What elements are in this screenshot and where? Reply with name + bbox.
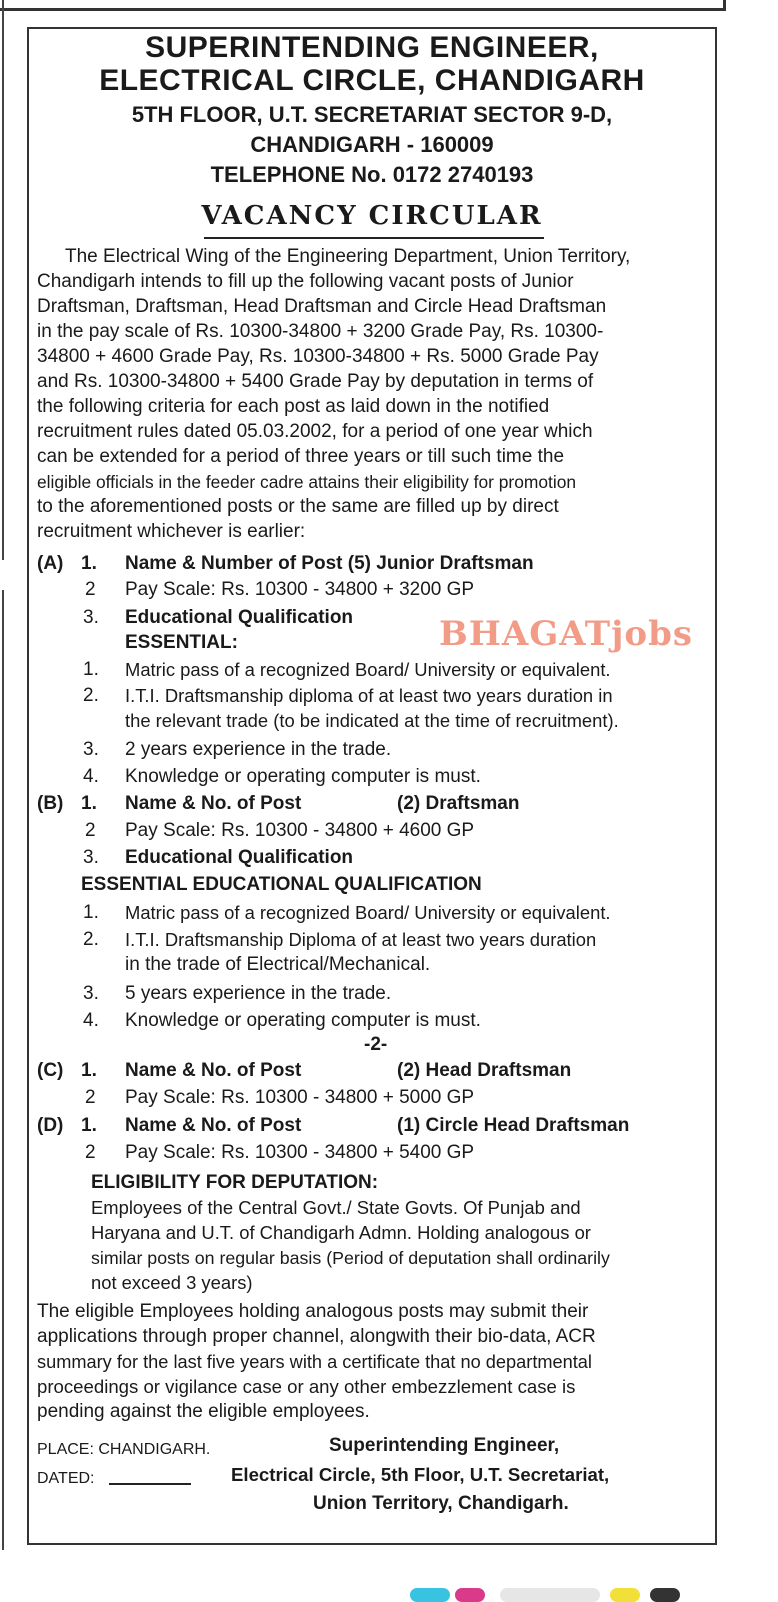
intro-line: 34800 + 4600 Grade Pay, Rs. 10300-34800 + Rs. 5000 Grade Pay: [37, 346, 599, 367]
dated-label: DATED:: [37, 1470, 95, 1487]
intro-line: in the pay scale of Rs. 10300-34800 + 3200 Grade Pay, Rs. 10300-: [37, 321, 604, 342]
qual-number: 4.: [83, 1010, 99, 1031]
item-number: 3.: [83, 847, 99, 868]
item-number: 2: [85, 579, 96, 600]
qual-text: in the trade of Electrical/Mechanical.: [125, 954, 431, 975]
post-name-label: Name & No. of Post: [125, 1115, 302, 1136]
dated-blank-line: [109, 1483, 191, 1485]
qual-text: 5 years experience in the trade.: [125, 983, 392, 1004]
post-c-pay: Pay Scale: Rs. 10300 - 34800 + 5000 GP: [125, 1087, 475, 1108]
intro-line: and Rs. 10300-34800 + 5400 Grade Pay by deputation in terms of: [37, 371, 594, 392]
page-marker: -2-: [364, 1034, 388, 1055]
office-title-line2: ELECTRICAL CIRCLE, CHANDIGARH: [99, 64, 645, 97]
closing-line: applications through proper channel, alongwith their bio-data, ACR: [37, 1326, 596, 1347]
qual-number: 2.: [83, 685, 99, 706]
signatory-office: Electrical Circle, 5th Floor, U.T. Secretariat,: [231, 1464, 610, 1485]
post-b-pay: Pay Scale: Rs. 10300 - 34800 + 4600 GP: [125, 820, 475, 841]
post-name-label: Name & No. of Post: [125, 1060, 302, 1081]
intro-line: recruitment whichever is earlier:: [37, 521, 306, 542]
qual-text: I.T.I. Draftsmanship diploma of at least two years duration in: [125, 685, 613, 706]
qual-text: Knowledge or operating computer is must.: [125, 766, 481, 787]
place: PLACE: CHANDIGARH.: [37, 1441, 211, 1458]
qual-number: 3.: [83, 983, 99, 1004]
closing-line: The eligible Employees holding analogous posts may submit their: [37, 1301, 589, 1322]
item-number: 1.: [81, 553, 97, 574]
left-column-rule-lower: [2, 590, 4, 1550]
notice-box: [27, 27, 717, 1545]
intro-line: recruitment rules dated 05.03.2002, for a period of one year which: [37, 421, 593, 442]
qual-text: 2 years experience in the trade.: [125, 739, 392, 760]
qual-text: Matric pass of a recognized Board/ University or equivalent.: [125, 659, 611, 680]
intro-line: to the aforementioned posts or the same are filled up by direct: [37, 496, 559, 517]
post-letter: (A): [37, 553, 64, 574]
left-column-rule: [2, 0, 4, 560]
post-a-name: Name & Number of Post (5) Junior Draftsman: [125, 553, 534, 574]
qual-number: 2.: [83, 929, 99, 950]
post-a-pay: Pay Scale: Rs. 10300 - 34800 + 3200 GP: [125, 579, 475, 600]
title-underline: [204, 237, 544, 239]
eligibility-line: Employees of the Central Govt./ State Govts. Of Punjab and: [91, 1197, 581, 1218]
post-c-name: (2) Head Draftsman: [397, 1060, 572, 1081]
item-number: 2: [85, 1142, 96, 1163]
post-letter: (D): [37, 1115, 64, 1136]
post-letter: (C): [37, 1060, 64, 1081]
address-line1: 5TH FLOOR, U.T. SECRETARIAT SECTOR 9-D,: [131, 102, 613, 127]
closing-line: pending against the eligible employees.: [37, 1401, 370, 1422]
qual-number: 1.: [83, 659, 99, 680]
intro-line: The Electrical Wing of the Engineering Department, Union Territory,: [65, 246, 631, 267]
post-letter: (B): [37, 793, 64, 814]
intro-line: can be extended for a period of three years or till such time the: [37, 446, 565, 467]
post-d-name: (1) Circle Head Draftsman: [397, 1115, 630, 1136]
address-line2: CHANDIGARH - 160009: [250, 132, 494, 157]
item-number: 2: [85, 820, 96, 841]
item-number: 3.: [83, 607, 99, 628]
circular-title: VACANCY CIRCULAR: [201, 201, 543, 231]
closing-line: summary for the last five years with a certificate that no departmental: [37, 1352, 592, 1372]
intro-line: the following criteria for each post as laid down in the notified: [37, 396, 550, 417]
intro-line: Draftsman, Draftsman, Head Draftsman and Circle Head Draftsman: [37, 296, 607, 317]
item-number: 1.: [81, 1115, 97, 1136]
qual-number: 3.: [83, 739, 99, 760]
post-name-label: Name & No. of Post: [125, 793, 302, 814]
qual-number: 4.: [83, 766, 99, 787]
telephone: TELEPHONE No. 0172 2740193: [210, 162, 534, 187]
post-a-edu: Educational Qualification: [125, 607, 354, 628]
item-number: 2: [85, 1087, 96, 1108]
qual-number: 1.: [83, 902, 99, 923]
office-title-line1: SUPERINTENDING ENGINEER,: [145, 31, 599, 64]
signatory-title: Superintending Engineer,: [329, 1435, 560, 1456]
intro-line: eligible officials in the feeder cadre attains their eligibility for promotion: [37, 472, 577, 492]
top-frame-border: [0, 0, 726, 11]
signatory-location: Union Territory, Chandigarh.: [313, 1493, 569, 1514]
qual-text: I.T.I. Draftsmanship Diploma of at least two years duration: [125, 929, 597, 950]
post-b-name: (2) Draftsman: [397, 793, 520, 814]
post-a-essential: ESSENTIAL:: [125, 632, 238, 653]
qual-text: the relevant trade (to be indicated at the time of recruitment).: [125, 710, 619, 731]
post-b-edu: Educational Qualification: [125, 847, 354, 868]
item-number: 1.: [81, 1060, 97, 1081]
qual-text: Matric pass of a recognized Board/ University or equivalent.: [125, 902, 611, 923]
item-number: 1.: [81, 793, 97, 814]
eligibility-heading: ELIGIBILITY FOR DEPUTATION:: [91, 1172, 379, 1193]
eligibility-line: Haryana and U.T. of Chandigarh Admn. Holding analogous or: [91, 1222, 591, 1243]
eligibility-line: not exceed 3 years): [91, 1272, 253, 1293]
closing-line: proceedings or vigilance case or any other embezzlement case is: [37, 1376, 576, 1397]
intro-line: Chandigarh intends to fill up the following vacant posts of Junior: [37, 271, 574, 292]
eligibility-line: similar posts on regular basis (Period of deputation shall ordinarily: [91, 1248, 610, 1268]
qual-text: Knowledge or operating computer is must.: [125, 1010, 481, 1031]
post-b-essential: ESSENTIAL EDUCATIONAL QUALIFICATION: [81, 874, 482, 895]
watermark: BHAGATjobs: [439, 614, 693, 654]
post-d-pay: Pay Scale: Rs. 10300 - 34800 + 5400 GP: [125, 1142, 475, 1163]
